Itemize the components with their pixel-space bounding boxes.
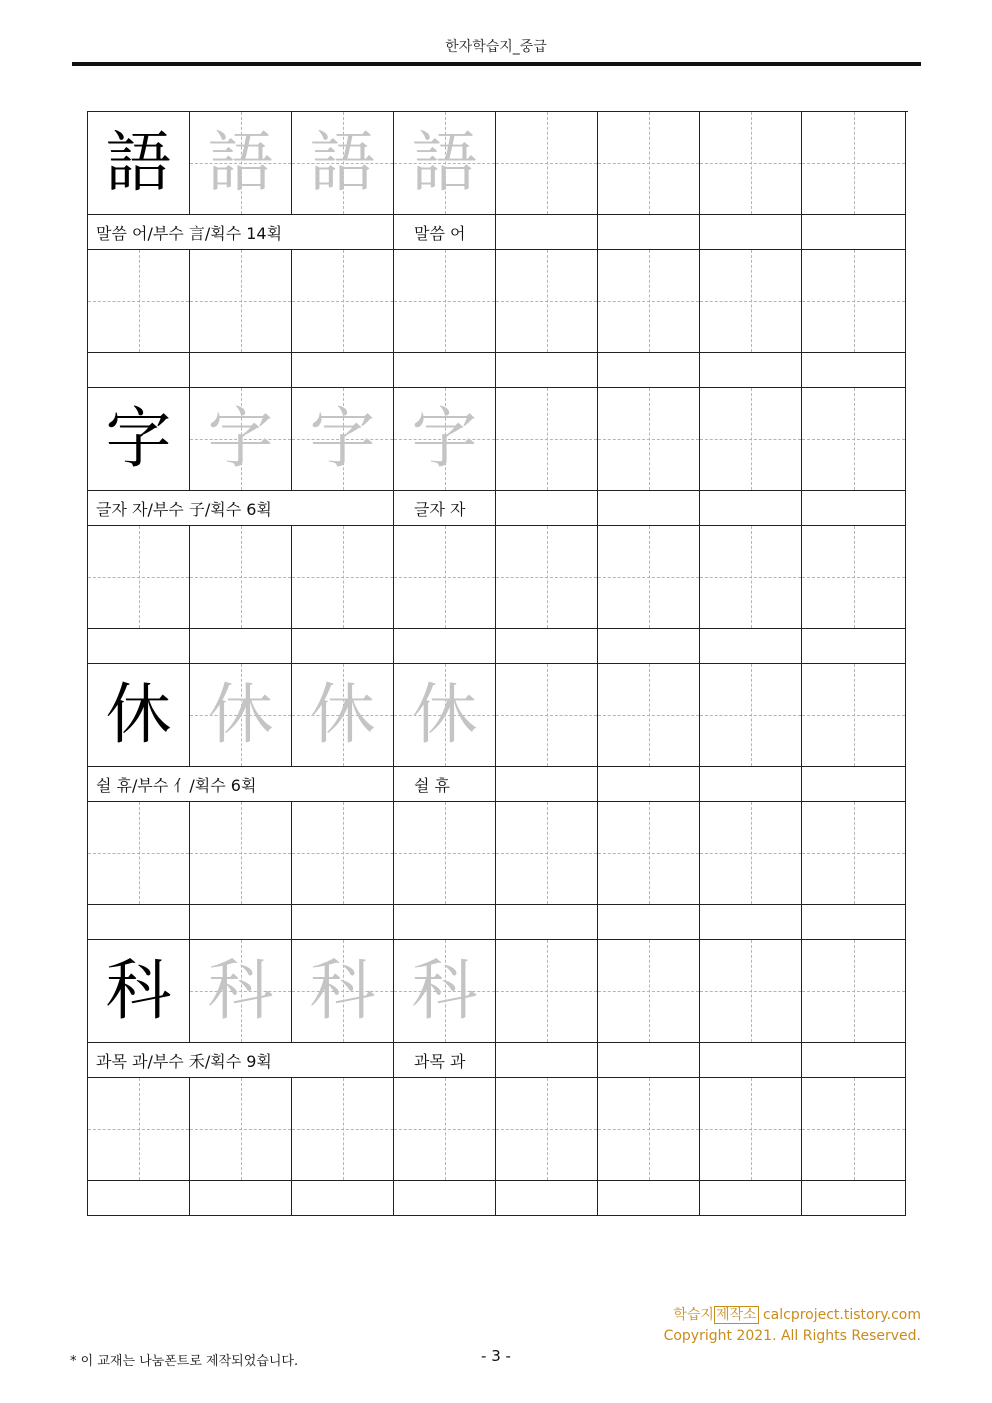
model-character-box <box>88 664 190 767</box>
info-blank-cell[interactable] <box>700 215 802 250</box>
info-row <box>88 1043 908 1078</box>
worksheet-grid <box>87 111 908 1216</box>
model-character: 語 <box>88 112 189 214</box>
practice-box <box>190 940 292 1043</box>
blank-cell[interactable] <box>292 905 394 940</box>
footer-copyright: Copyright 2021. All Rights Reserved. <box>663 1328 921 1344</box>
practice-box[interactable] <box>496 250 598 353</box>
blank-row <box>88 353 908 388</box>
practice-box[interactable] <box>598 388 700 491</box>
blank-cell[interactable] <box>394 905 496 940</box>
practice-box[interactable] <box>496 802 598 905</box>
trace-character: 科 <box>411 952 478 1029</box>
blank-cell[interactable] <box>802 353 906 388</box>
practice-box[interactable] <box>496 940 598 1043</box>
blank-cell[interactable] <box>88 353 190 388</box>
practice-box[interactable] <box>802 802 906 905</box>
info-row <box>88 491 908 526</box>
practice-box[interactable] <box>700 664 802 767</box>
character-row <box>88 112 908 215</box>
info-blank-cell[interactable] <box>598 491 700 526</box>
practice-box[interactable] <box>394 1078 496 1181</box>
info-row <box>88 215 908 250</box>
practice-row <box>88 1078 908 1181</box>
info-blank-cell[interactable] <box>598 1043 700 1078</box>
footer-brand <box>673 1304 921 1324</box>
model-character: 休 <box>88 664 189 766</box>
info-blank-cell[interactable] <box>802 215 906 250</box>
blank-cell[interactable] <box>88 905 190 940</box>
info-blank-cell[interactable] <box>802 491 906 526</box>
practice-box[interactable] <box>292 250 394 353</box>
model-character-box <box>88 112 190 215</box>
practice-row <box>88 526 908 629</box>
practice-box[interactable] <box>88 1078 190 1181</box>
model-character-box <box>88 940 190 1043</box>
practice-box[interactable] <box>88 250 190 353</box>
practice-box[interactable] <box>190 250 292 353</box>
model-character-box <box>88 388 190 491</box>
blank-cell[interactable] <box>190 353 292 388</box>
blank-cell[interactable] <box>598 353 700 388</box>
practice-box[interactable] <box>802 940 906 1043</box>
practice-box[interactable] <box>190 526 292 629</box>
practice-box[interactable] <box>700 1078 802 1181</box>
practice-box[interactable] <box>802 1078 906 1181</box>
practice-box[interactable] <box>802 526 906 629</box>
practice-box[interactable] <box>190 802 292 905</box>
blank-cell[interactable] <box>190 905 292 940</box>
blank-cell[interactable] <box>394 629 496 664</box>
info-blank-cell[interactable] <box>496 1043 598 1078</box>
trace-character: 科 <box>207 952 274 1029</box>
info-blank-cell[interactable] <box>496 215 598 250</box>
model-character: 科 <box>88 940 189 1042</box>
blank-cell[interactable] <box>598 905 700 940</box>
brand-site: calcproject.tistory.com <box>758 1307 921 1323</box>
practice-box[interactable] <box>394 802 496 905</box>
practice-box <box>394 940 496 1043</box>
practice-box <box>292 112 394 215</box>
trace-character: 休 <box>309 676 376 753</box>
practice-box <box>190 112 292 215</box>
practice-box <box>394 388 496 491</box>
info-row <box>88 767 908 802</box>
blank-row <box>88 1181 908 1216</box>
blank-cell[interactable] <box>700 905 802 940</box>
practice-box[interactable] <box>802 250 906 353</box>
trace-character: 語 <box>411 124 478 201</box>
practice-box[interactable] <box>292 526 394 629</box>
practice-box[interactable] <box>598 664 700 767</box>
blank-row <box>88 905 908 940</box>
practice-box[interactable] <box>190 1078 292 1181</box>
practice-box[interactable] <box>700 112 802 215</box>
brand-prefix: 학습지 <box>673 1307 714 1323</box>
practice-box[interactable] <box>496 664 598 767</box>
practice-box <box>394 112 496 215</box>
blank-cell[interactable] <box>496 905 598 940</box>
practice-row <box>88 250 908 353</box>
practice-box[interactable] <box>802 112 906 215</box>
practice-box[interactable] <box>496 1078 598 1181</box>
info-blank-cell[interactable] <box>700 1043 802 1078</box>
practice-box[interactable] <box>598 112 700 215</box>
blank-cell[interactable] <box>88 1181 190 1216</box>
trace-character: 字 <box>411 400 478 477</box>
info-blank-cell[interactable] <box>496 491 598 526</box>
character-meaning: 글자 자 <box>394 491 496 526</box>
trace-character: 字 <box>207 400 274 477</box>
practice-box <box>292 940 394 1043</box>
practice-row <box>88 802 908 905</box>
practice-box[interactable] <box>292 802 394 905</box>
practice-box[interactable] <box>292 1078 394 1181</box>
practice-box[interactable] <box>496 526 598 629</box>
trace-character: 休 <box>207 676 274 753</box>
practice-box[interactable] <box>598 802 700 905</box>
info-blank-cell[interactable] <box>700 767 802 802</box>
character-meaning: 과목 과 <box>394 1043 496 1078</box>
practice-box[interactable] <box>802 664 906 767</box>
blank-cell[interactable] <box>700 353 802 388</box>
practice-box <box>394 664 496 767</box>
blank-cell[interactable] <box>700 629 802 664</box>
page-number: - 3 - <box>481 1347 511 1365</box>
trace-character: 語 <box>207 124 274 201</box>
trace-character: 字 <box>309 400 376 477</box>
character-info: 쉴 휴/부수 亻/획수 6획 <box>88 767 394 802</box>
character-meaning: 쉴 휴 <box>394 767 496 802</box>
practice-box[interactable] <box>394 526 496 629</box>
character-info: 과목 과/부수 禾/획수 9획 <box>88 1043 394 1078</box>
practice-box[interactable] <box>700 388 802 491</box>
practice-box[interactable] <box>88 526 190 629</box>
info-blank-cell[interactable] <box>802 1043 906 1078</box>
practice-box[interactable] <box>394 250 496 353</box>
blank-cell[interactable] <box>292 353 394 388</box>
blank-cell[interactable] <box>496 1181 598 1216</box>
model-character: 字 <box>88 388 189 490</box>
practice-box[interactable] <box>700 250 802 353</box>
page-header-title: 한자학습지_중급 <box>445 39 547 55</box>
practice-box[interactable] <box>598 940 700 1043</box>
info-blank-cell[interactable] <box>598 767 700 802</box>
blank-cell[interactable] <box>394 1181 496 1216</box>
blank-cell[interactable] <box>802 629 906 664</box>
blank-cell[interactable] <box>598 1181 700 1216</box>
trace-character: 休 <box>411 676 478 753</box>
practice-box <box>190 388 292 491</box>
blank-cell[interactable] <box>802 1181 906 1216</box>
trace-character: 科 <box>309 952 376 1029</box>
practice-box[interactable] <box>496 112 598 215</box>
practice-box[interactable] <box>700 802 802 905</box>
practice-box[interactable] <box>598 526 700 629</box>
practice-box[interactable] <box>700 526 802 629</box>
blank-cell[interactable] <box>802 905 906 940</box>
character-info: 글자 자/부수 子/획수 6획 <box>88 491 394 526</box>
practice-box[interactable] <box>700 940 802 1043</box>
brand-boxed: 제작소 <box>715 1307 757 1323</box>
practice-box[interactable] <box>88 802 190 905</box>
character-row <box>88 940 908 1043</box>
blank-cell[interactable] <box>496 629 598 664</box>
info-blank-cell[interactable] <box>496 767 598 802</box>
character-meaning: 말씀 어 <box>394 215 496 250</box>
info-blank-cell[interactable] <box>700 491 802 526</box>
practice-box[interactable] <box>496 388 598 491</box>
footer-font-note: * 이 교재는 나눔폰트로 제작되었습니다. <box>70 1354 299 1369</box>
info-blank-cell[interactable] <box>802 767 906 802</box>
practice-box[interactable] <box>802 388 906 491</box>
practice-box[interactable] <box>598 1078 700 1181</box>
blank-cell[interactable] <box>292 1181 394 1216</box>
blank-row <box>88 629 908 664</box>
blank-cell[interactable] <box>88 629 190 664</box>
blank-cell[interactable] <box>598 629 700 664</box>
blank-cell[interactable] <box>190 1181 292 1216</box>
info-blank-cell[interactable] <box>598 215 700 250</box>
character-row <box>88 664 908 767</box>
blank-cell[interactable] <box>394 353 496 388</box>
practice-box[interactable] <box>598 250 700 353</box>
trace-character: 語 <box>309 124 376 201</box>
blank-cell[interactable] <box>190 629 292 664</box>
header-rule <box>72 62 921 66</box>
blank-cell[interactable] <box>700 1181 802 1216</box>
practice-box <box>292 664 394 767</box>
character-row <box>88 388 908 491</box>
character-info: 말씀 어/부수 言/획수 14획 <box>88 215 394 250</box>
practice-box <box>292 388 394 491</box>
practice-box <box>190 664 292 767</box>
blank-cell[interactable] <box>292 629 394 664</box>
blank-cell[interactable] <box>496 353 598 388</box>
